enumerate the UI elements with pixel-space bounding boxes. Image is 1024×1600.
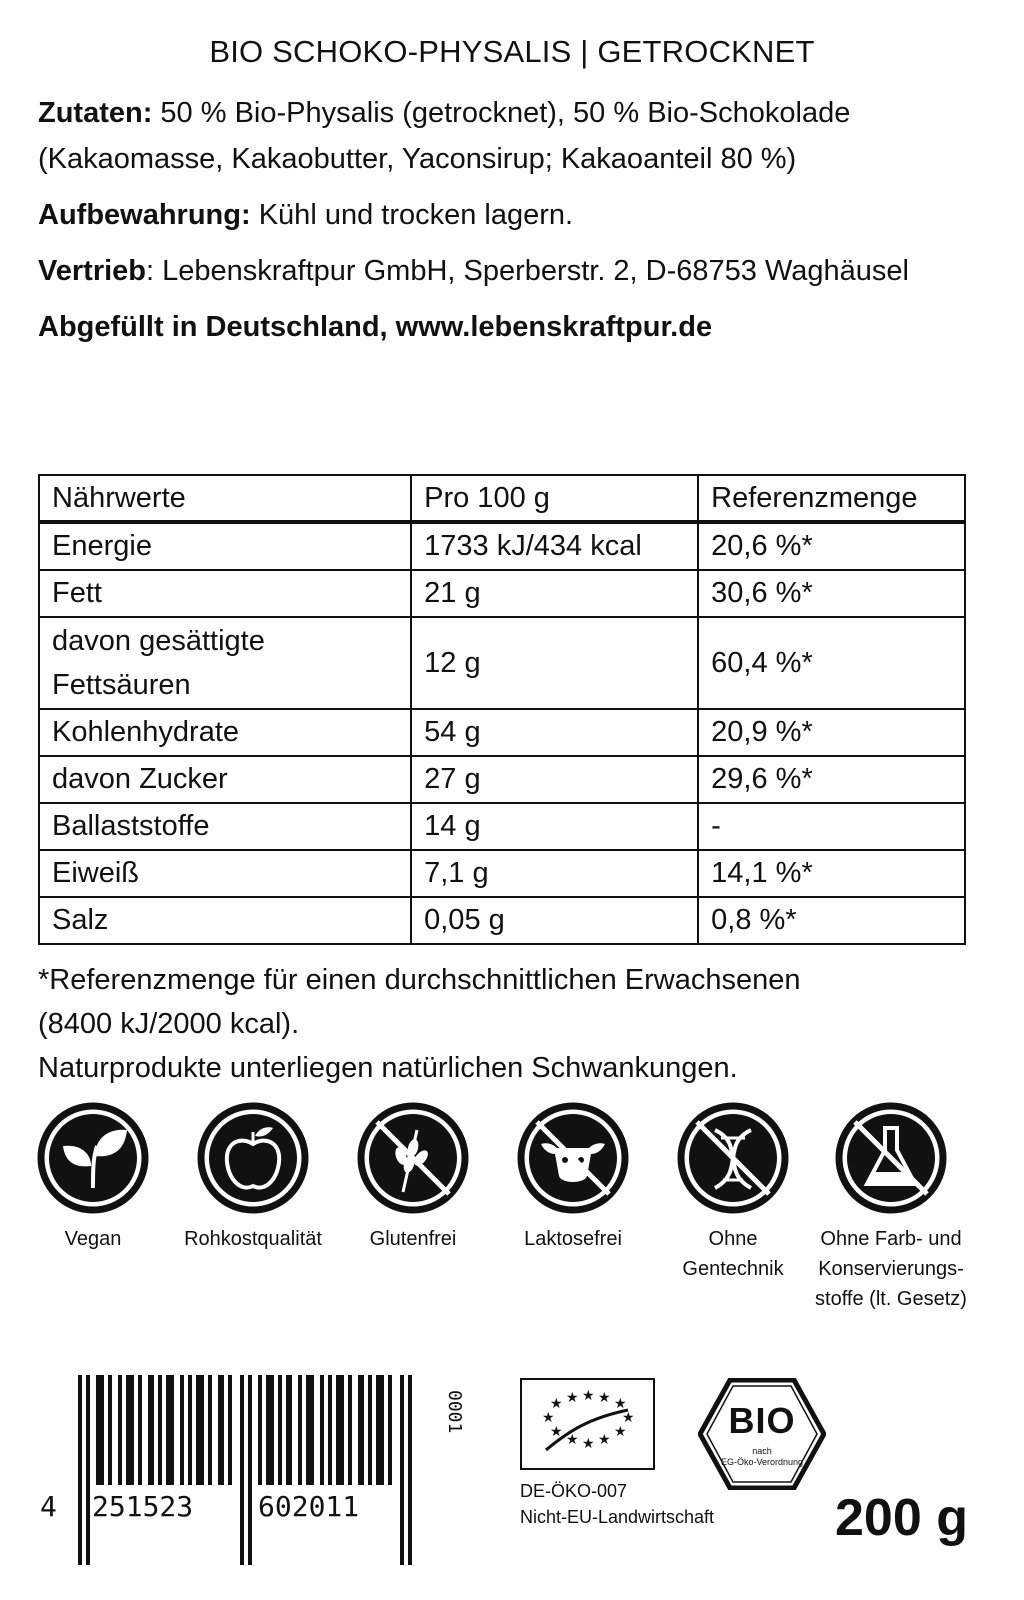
- table-row: [39, 570, 965, 617]
- barcode-group-1: 251523: [92, 1490, 194, 1523]
- svg-text:★: ★: [598, 1390, 611, 1406]
- nutrition-table: [38, 474, 966, 945]
- svg-text:★: ★: [550, 1424, 563, 1440]
- feature-vegan: [8, 1100, 178, 1254]
- feature-label: Rohkostqualität: [184, 1228, 322, 1250]
- nutrient-name: Salz: [39, 897, 411, 944]
- feature-label: Glutenfrei: [369, 1228, 457, 1250]
- nutrient-name: Kohlenhydrate: [39, 709, 411, 756]
- apple-icon: [195, 1100, 311, 1216]
- svg-text:★: ★: [566, 1390, 579, 1406]
- bottled-text: Abgefüllt in Deutschland, www.lebenskraftpur.de: [38, 311, 713, 343]
- bio-seal-sub2: EG-Öko-Verordnung: [720, 1457, 804, 1467]
- feature-no-additives: [806, 1100, 976, 1314]
- header-nutrient: Nährwerte: [39, 475, 411, 522]
- footnotes: [38, 958, 988, 1090]
- net-weight: 200 g: [835, 1489, 968, 1547]
- svg-text:★: ★: [582, 1388, 595, 1404]
- svg-text:★: ★: [566, 1432, 579, 1448]
- dna-crossed-icon: [675, 1100, 791, 1216]
- feature-label: Laktosefrei: [524, 1228, 622, 1250]
- storage-text: [38, 192, 988, 238]
- footnote-natural-variation: Naturprodukte unterliegen natürlichen Schwankungen.: [38, 1052, 738, 1084]
- nutrient-value: 21 g: [411, 570, 698, 617]
- nutrient-ref: 30,6 %*: [698, 570, 965, 617]
- feature-label: Vegan: [64, 1228, 122, 1250]
- nutrient-value: 1733 kJ/434 kcal: [411, 522, 698, 570]
- product-title: BIO SCHOKO-PHYSALIS | GETROCKNET: [209, 34, 815, 69]
- eu-organic-logo: [520, 1378, 655, 1470]
- feature-no-gmo: [648, 1100, 818, 1284]
- bio-seal-mark: BIO: [728, 1400, 796, 1441]
- storage-label: Aufbewahrung:: [38, 199, 251, 231]
- nutrient-value: 12 g: [411, 617, 698, 709]
- barcode-side-code: 0001: [444, 1390, 465, 1434]
- svg-text:★: ★: [598, 1432, 611, 1448]
- nutrient-value: 14 g: [411, 803, 698, 850]
- nutrient-ref: -: [698, 803, 965, 850]
- nutrient-name: [39, 617, 411, 709]
- header-reference: Referenzmenge: [698, 475, 965, 522]
- ingredients-label: Zutaten:: [38, 97, 153, 129]
- ingredients-text: [38, 90, 988, 182]
- distributor-value: : Lebenskraftpur GmbH, Sperberstr. 2, D-68753 Waghäusel: [146, 255, 909, 287]
- nutrient-name-line2: Fettsäuren: [52, 669, 191, 701]
- eu-control-code: DE-ÖKO-007: [520, 1481, 628, 1501]
- nutrient-name: davon Zucker: [39, 756, 411, 803]
- nutrient-name: Energie: [39, 522, 411, 570]
- header-per-100g: Pro 100 g: [411, 475, 698, 522]
- nutrient-ref: 14,1 %*: [698, 850, 965, 897]
- barcode-group-2: 602011: [258, 1490, 360, 1523]
- bio-seal: [698, 1378, 826, 1490]
- table-row: [39, 850, 965, 897]
- footnote-reference: *Referenzmenge für einen durchschnittlichen Erwachsenen: [38, 964, 801, 996]
- table-row: [39, 522, 965, 570]
- nutrient-ref: 29,6 %*: [698, 756, 965, 803]
- nutrient-value: 0,05 g: [411, 897, 698, 944]
- feature-label: Ohne Gentechnik: [682, 1228, 784, 1280]
- svg-text:★: ★: [550, 1396, 563, 1412]
- svg-text:★: ★: [614, 1424, 627, 1440]
- nutrient-name: Eiweiß: [39, 850, 411, 897]
- nutrient-value: 54 g: [411, 709, 698, 756]
- table-row: [39, 617, 965, 709]
- barcode-digit-first: 4: [40, 1490, 57, 1523]
- svg-text:★: ★: [614, 1396, 627, 1412]
- nutrient-name-line1: davon gesättigte: [52, 625, 265, 657]
- flask-crossed-icon: [833, 1100, 949, 1216]
- nutrient-name: Fett: [39, 570, 411, 617]
- leaf-icon: [35, 1100, 151, 1216]
- distributor-text: [38, 248, 988, 294]
- nutrient-name: Ballaststoffe: [39, 803, 411, 850]
- feature-gluten-free: [328, 1100, 498, 1254]
- nutrient-ref: 20,9 %*: [698, 709, 965, 756]
- nutrient-value: 27 g: [411, 756, 698, 803]
- ingredients-value: 50 % Bio-Physalis (getrocknet), 50 % Bio-Schokolade (Kakaomasse, Kakaobutter, Yaconsirup; Kakaoanteil 80 %): [38, 97, 851, 175]
- svg-text:★: ★: [582, 1436, 595, 1452]
- feature-lactose-free: [488, 1100, 658, 1254]
- feature-label: Ohne Farb- und Konservierungs- stoffe (lt. Gesetz): [815, 1228, 967, 1310]
- nutrition-header-row: [39, 475, 965, 522]
- nutrient-ref: 20,6 %*: [698, 522, 965, 570]
- eu-origin: Nicht-EU-Landwirtschaft: [520, 1507, 715, 1527]
- cow-crossed-icon: [515, 1100, 631, 1216]
- nutrient-ref: 60,4 %*: [698, 617, 965, 709]
- table-row: [39, 803, 965, 850]
- footnote-reference-values: (8400 kJ/2000 kcal).: [38, 1008, 300, 1040]
- eu-certification-text: [520, 1478, 714, 1530]
- svg-text:★: ★: [542, 1410, 555, 1426]
- bio-seal-sub1: nach: [752, 1446, 772, 1456]
- table-row: [39, 756, 965, 803]
- barcode: [40, 1375, 460, 1565]
- table-row: [39, 709, 965, 756]
- feature-icons: [30, 1100, 990, 1330]
- nutrient-value: 7,1 g: [411, 850, 698, 897]
- svg-text:★: ★: [622, 1410, 635, 1426]
- wheat-crossed-icon: [355, 1100, 471, 1216]
- table-row: [39, 897, 965, 944]
- nutrient-ref: 0,8 %*: [698, 897, 965, 944]
- feature-raw-quality: [168, 1100, 338, 1254]
- distributor-label: Vertrieb: [38, 255, 146, 287]
- storage-value: Kühl und trocken lagern.: [250, 199, 574, 231]
